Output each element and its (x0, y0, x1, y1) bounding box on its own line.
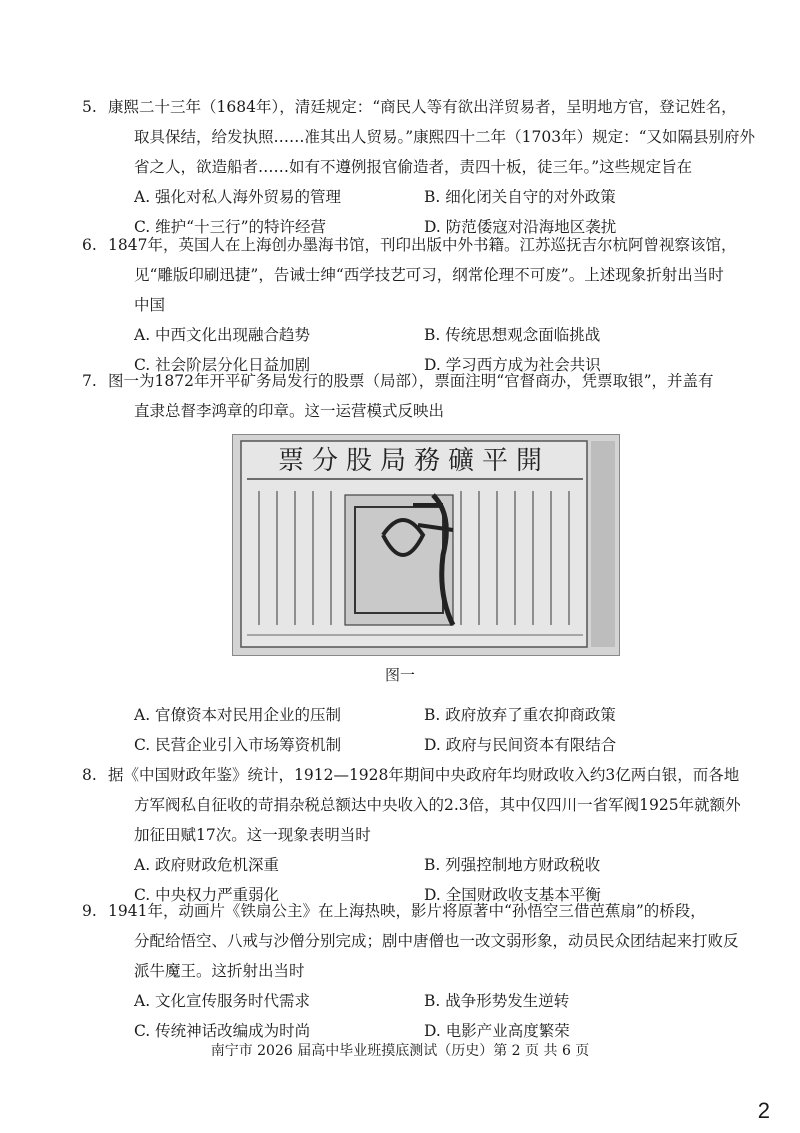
question-9 (82, 896, 780, 1046)
options (134, 986, 780, 1046)
stem-text: 图一为1872年开平矿务局发行的股票（局部），票面注明“官督商办，凭票取银”，并盖有 (108, 372, 714, 390)
option-a: A. 政府财政危机深重 (134, 856, 280, 874)
option-a: A. 强化对私人海外贸易的管理 (134, 188, 342, 206)
option-c: C. 民营企业引入市场筹资机制 (134, 736, 342, 754)
option-c: C. 社会阶层分化日益加剧 (134, 356, 311, 374)
option-d: D. 防范倭寇对沿海地区袭扰 (424, 218, 617, 236)
stem-line-3: 中国 (134, 296, 166, 314)
stock-certificate-image (232, 434, 620, 656)
stem-text: 康熙二十三年（1684年），清廷规定：“商民人等有欲出洋贸易者，呈明地方官，登记姓名， (108, 98, 737, 116)
certificate-header: 票分股局務礦平開 (277, 446, 551, 476)
option-b: B. 政府放弃了重农抑商政策 (424, 706, 616, 724)
option-c: C. 维护“十三行”的特许经营 (134, 218, 327, 236)
question-stem (82, 366, 780, 426)
stem-line-2: 见“雕版印刷迅捷”，告诫士绅“西学技艺可习，纲常伦理不可废”。上述现象折射出当时 (134, 266, 724, 284)
stem-line-3: 加征田赋17次。这一现象表明当时 (134, 826, 371, 844)
question-7 (82, 366, 780, 426)
scan-page-number: 2 (757, 1098, 770, 1123)
option-b: B. 细化闭关自守的对外政策 (424, 188, 616, 206)
stem-text: 1941年，动画片《铁扇公主》在上海热映，影片将原著中“孙悟空三借芭蕉扇”的桥段， (108, 902, 706, 920)
question-number: 5. (82, 98, 97, 116)
option-b: B. 传统思想观念面临挑战 (424, 326, 601, 344)
question-number: 7. (82, 372, 97, 390)
stem-line-1 (82, 366, 780, 396)
stem-line-2: 取具保结，给发执照……准其出人贸易。”康熙四十二年（1703年）规定：“又如隔县别府外 (134, 128, 756, 146)
stem-line-1 (82, 230, 780, 260)
question-stem (82, 896, 780, 986)
option-a: A. 官僚资本对民用企业的压制 (134, 706, 342, 724)
question-5 (82, 92, 780, 242)
stem-line-2: 方军阀私自征收的苛捐杂税总额达中央收入的2.3倍，其中仅四川一省军阀1925年就额外 (134, 796, 741, 814)
question-stem (82, 230, 780, 320)
figure-caption: 图一 (384, 666, 415, 684)
option-d: D. 学习西方成为社会共识 (424, 356, 601, 374)
question-number: 6. (82, 236, 97, 254)
option-c: C. 传统神话改编成为时尚 (134, 1022, 311, 1040)
option-c: C. 中央权力严重弱化 (134, 886, 280, 904)
option-a: A. 文化宣传服务时代需求 (134, 992, 311, 1010)
stem-line-2: 直隶总督李鸿章的印章。这一运营模式反映出 (134, 402, 445, 420)
stem-line-3: 省之人，欲造船者……如有不遵例报官偷造者，责四十板，徒三年。”这些规定旨在 (134, 158, 693, 176)
question-number: 8. (82, 766, 97, 784)
option-d: D. 电影产业高度繁荣 (424, 1022, 570, 1040)
stem-text: 1847年，英国人在上海创办墨海书馆，刊印出版中外书籍。江苏巡抚吉尔杭阿曾视察该馆， (108, 236, 737, 254)
question-6 (82, 230, 780, 380)
option-d: D. 政府与民间资本有限结合 (424, 736, 617, 754)
stem-line-1 (82, 760, 780, 790)
stem-line-1 (82, 92, 780, 122)
question-7-options (108, 700, 780, 760)
options (134, 700, 780, 760)
stem-line-3: 派牛魔王。这折射出当时 (134, 962, 305, 980)
question-stem (82, 760, 780, 850)
question-number: 9. (82, 902, 97, 920)
question-stem (82, 92, 780, 182)
stem-line-2: 分配给悟空、八戒与沙僧分别完成；剧中唐僧也一改文弱形象，动员民众团结起来打败反 (134, 932, 739, 950)
stem-text: 据《中国财政年鉴》统计，1912—1928年期间中央政府年均财政收入约3亿两白银，而各地 (108, 766, 740, 784)
option-d: D. 全国财政收支基本平衡 (424, 886, 601, 904)
stock-certificate-graphic (233, 435, 619, 655)
option-b: B. 战争形势发生逆转 (424, 992, 570, 1010)
stem-line-1 (82, 896, 780, 926)
page-footer: 南宁市 2026 届高中毕业班摸底测试（历史）第 2 页 共 6 页 (210, 1043, 590, 1059)
option-a: A. 中西文化出现融合趋势 (134, 326, 311, 344)
option-b: B. 列强控制地方财政税收 (424, 856, 601, 874)
question-8 (82, 760, 780, 910)
